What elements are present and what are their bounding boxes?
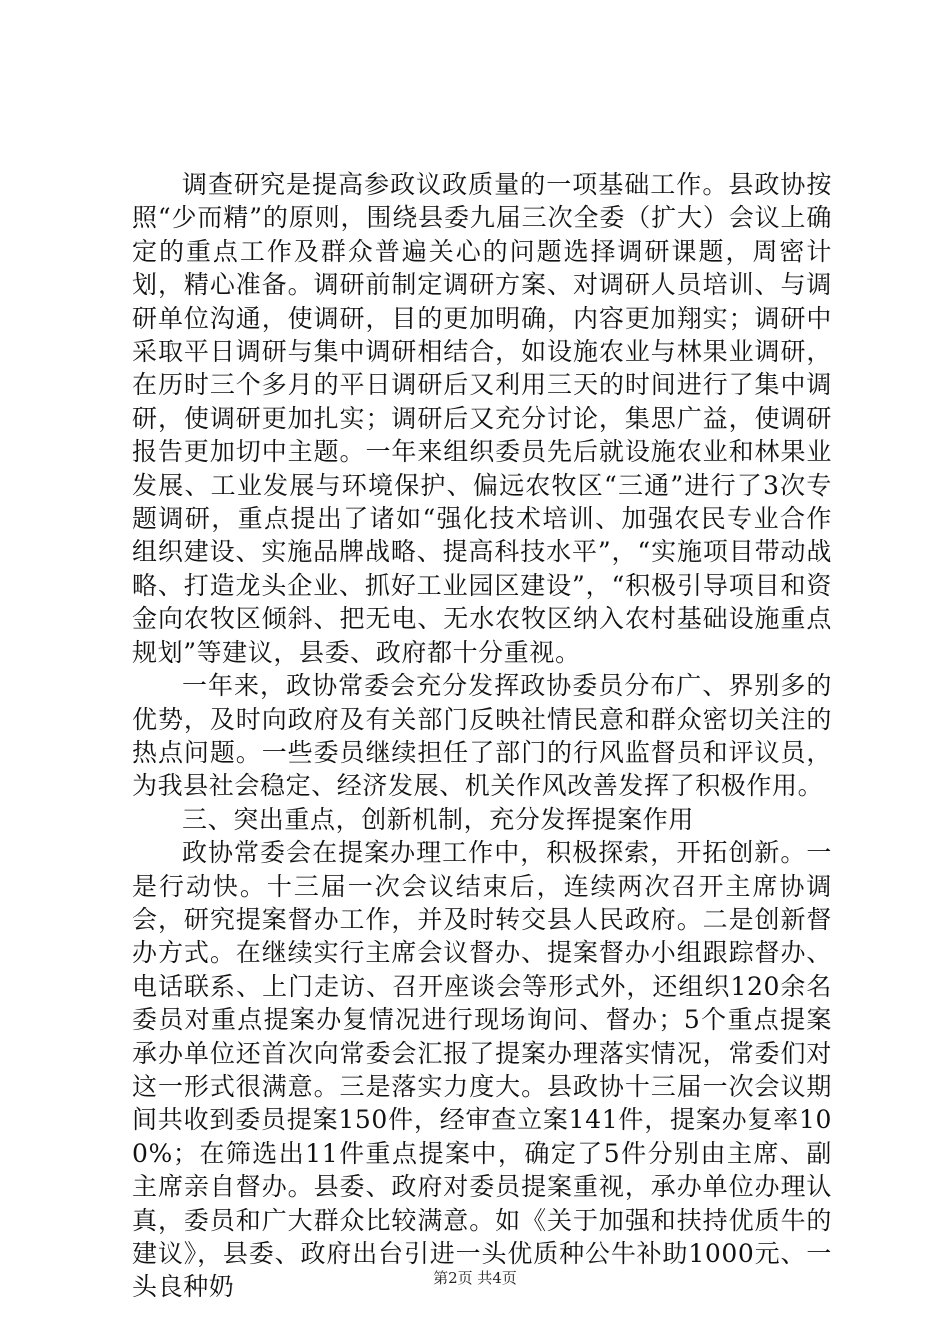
- paragraph-social-opinion: 一年来，政协常委会充分发挥政协委员分布广、界别多的优势，及时向政府及有关部门反映社情民意和群众密切关注的热点问题。一些委员继续担任了部门的行风监督员和评议员，为我县社会稳定、经济发展、机关作风改善发挥了积极作用。: [132, 671, 832, 801]
- paragraph-proposals: 政协常委会在提案办理工作中，积极探索，开拓创新。一是行动快。十三届一次会议结束后，连续两次召开主席协调会，研究提案督办工作，并及时转交县人民政府。二是创新督办方式。在继续实行主席会议督办、提案督办小组跟踪督办、电话联系、上门走访、召开座谈会等形式外，还组织120余名委员对重点提案办复情况进行现场询问、督办；5个重点提案承办单位还首次向常委会汇报了提案办理落实情况，常委们对这一形式很满意。三是落实力度大。县政协十三届一次会议期间共收到委员提案150件，经审查立案141件，提案办复率100%；在筛选出11件重点提案中，确定了5件分别由主席、副主席亲自督办。县委、政府对委员提案重视，承办单位办理认真，委员和广大群众比较满意。如《关于加强和扶持优质牛的建议》，县委、政府出台引进一头优质种公牛补助1000元、一头良种奶: [132, 838, 832, 1302]
- section-heading-proposals: 三、突出重点，创新机制，充分发挥提案作用: [182, 804, 695, 834]
- paragraph-research: 调查研究是提高参政议政质量的一项基础工作。县政协按照“少而精”的原则，围绕县委九届三次全委（扩大）会议上确定的重点工作及群众普遍关心的问题选择调研课题，周密计划，精心准备。调研前制定调研方案、对调研人员培训、与调研单位沟通，使调研，目的更加明确，内容更加翔实；调研中采取平日调研与集中调研相结合，如设施农业与林果业调研，在历时三个多月的平日调研后又利用三天的时间进行了集中调研，使调研更加扎实；调研后又充分讨论，集思广益，使调研报告更加切中主题。一年来组织委员先后就设施农业和林果业发展、工业发展与环境保护、偏远农牧区“三通”进行了3次专题调研，重点提出了诸如“强化技术培训、加强农民专业合作组织建设、实施品牌战略、提高科技水平”，“实施项目带动战略、打造龙头企业、抓好工业园区建设”，“积极引导项目和资金向农牧区倾斜、把无电、无水农牧区纳入农村基础设施重点规划”等建议，县委、政府都十分重视。: [132, 170, 832, 667]
- page-footer: 第2页 共4页: [433, 1269, 517, 1287]
- document-body: [132, 168, 832, 1304]
